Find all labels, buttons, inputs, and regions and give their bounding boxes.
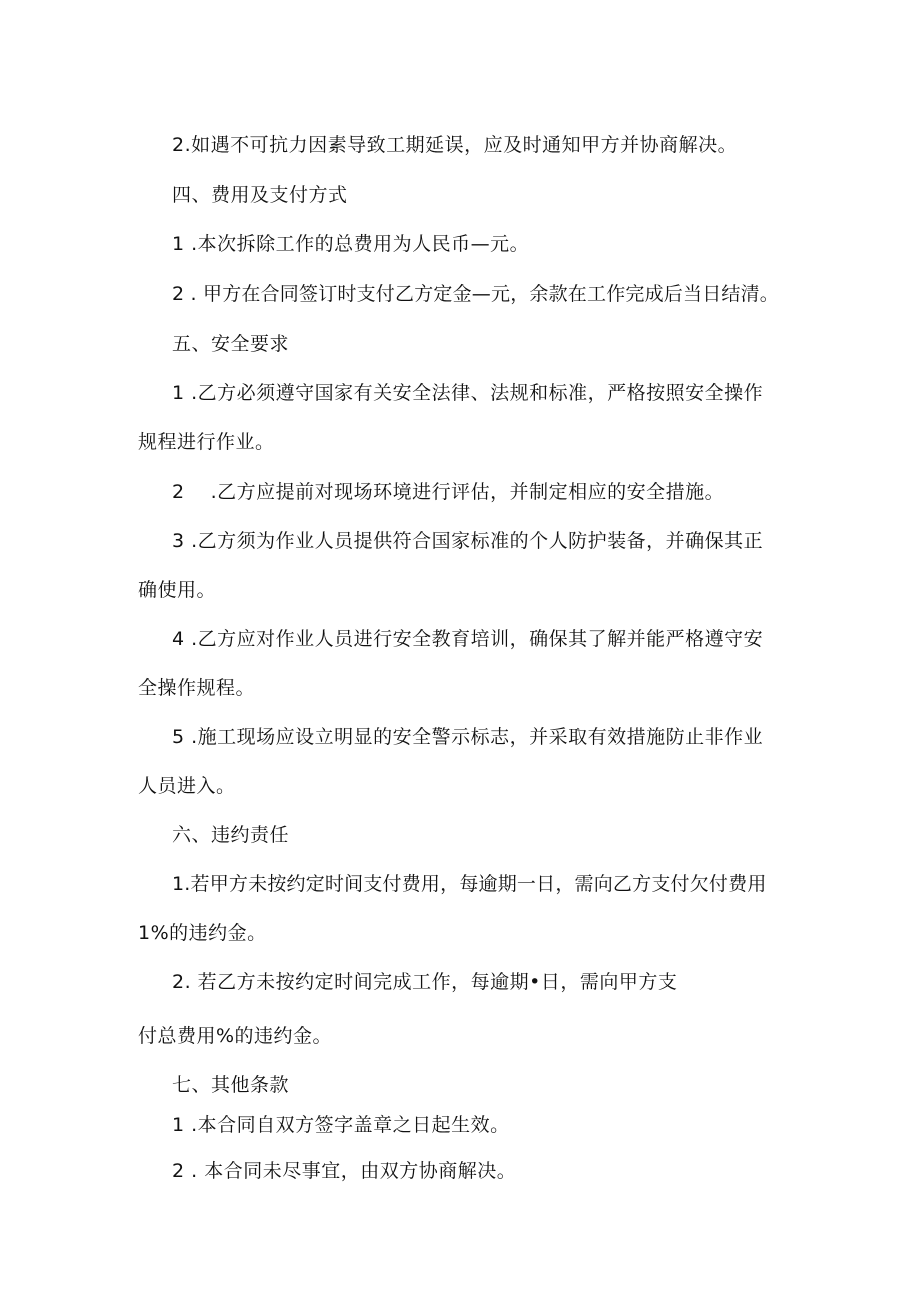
section-heading-5: 五、安全要求: [172, 333, 290, 355]
clause-7-2: 2 . 本合同未尽事宜，由双方协商解决。: [172, 1160, 517, 1182]
clause-4-1: 1 .本次拆除工作的总费用为人民币—元。: [172, 233, 530, 255]
clause-5-2: 2 .乙方应提前对现场环境进行评估，并制定相应的安全措施。: [172, 481, 725, 503]
clause-6-2-line-1: 2. 若乙方未按约定时间完成工作，每逾期•日，需向甲方支: [172, 971, 678, 993]
clause-3-2: 2.如遇不可抗力因素导致工期延误，应及时通知甲方并协商解决。: [172, 134, 738, 156]
section-heading-4: 四、费用及支付方式: [172, 184, 348, 206]
clause-5-4-line-1: 4 .乙方应对作业人员进行安全教育培训，确保其了解并能严格遵守安: [172, 628, 764, 650]
section-heading-7: 七、其他条款: [172, 1074, 290, 1096]
clause-6-2-line-2: 付总费用%的违约金。: [138, 1025, 333, 1047]
clause-5-1-line-1: 1 .乙方必须遵守国家有关安全法律、法规和标准，严格按照安全操作: [172, 382, 764, 404]
clause-5-1-line-2: 规程进行作业。: [138, 431, 275, 453]
clause-5-4-line-2: 全操作规程。: [138, 677, 256, 699]
clause-6-1-line-1: 1.若甲方未按约定时间支付费用，每逾期一日，需向乙方支付欠付费用: [172, 873, 767, 895]
clause-5-5-line-2: 人员进入。: [138, 775, 236, 797]
section-heading-6: 六、违约责任: [172, 824, 290, 846]
clause-5-3-line-2: 确使用。: [138, 579, 217, 601]
clause-5-3-line-1: 3 .乙方须为作业人员提供符合国家标准的个人防护装备，并确保其正: [172, 530, 764, 552]
clause-6-1-line-2: 1%的违约金。: [138, 922, 267, 944]
clause-5-5-line-1: 5 .施工现场应设立明显的安全警示标志，并采取有效措施防止非作业: [172, 726, 764, 748]
clause-4-2: 2 . 甲方在合同签订时支付乙方定金—元，余款在工作完成后当日结清。: [172, 283, 780, 305]
clause-7-1: 1 .本合同自双方签字盖章之日起生效。: [172, 1114, 510, 1136]
